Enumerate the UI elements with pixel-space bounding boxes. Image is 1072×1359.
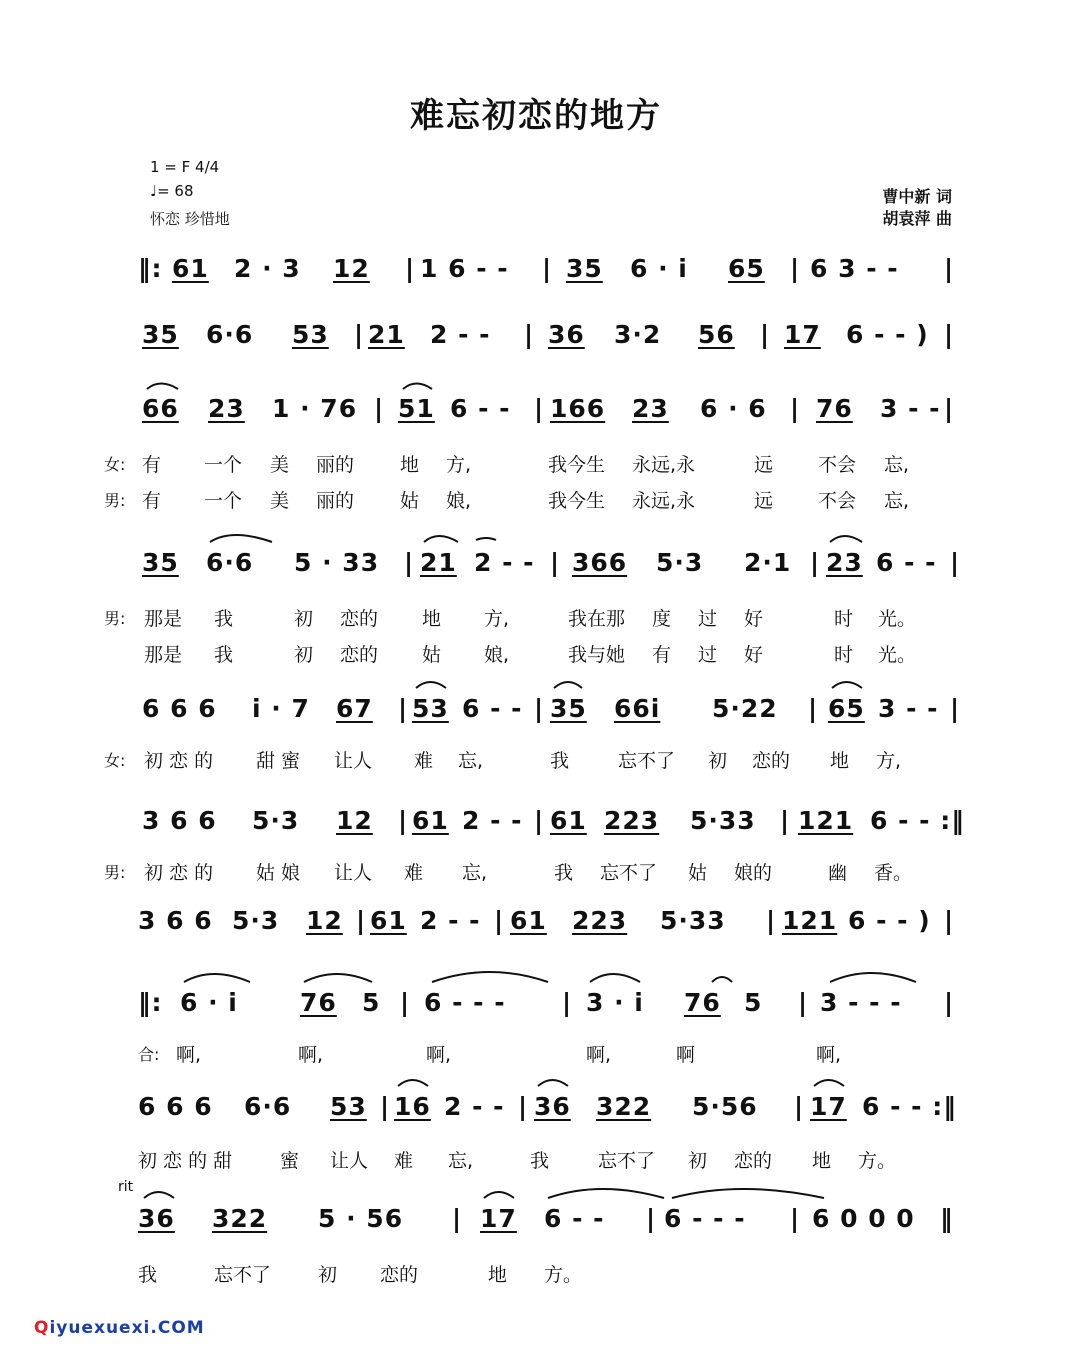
lyric: 幽 — [828, 862, 848, 884]
note-group: 53 — [412, 694, 449, 723]
note-group: 223 — [572, 906, 628, 935]
note-group: 366 — [572, 548, 628, 577]
lyric-line-5 — [0, 748, 1072, 774]
lyric: 丽的 — [316, 490, 355, 512]
notation-line-9 — [0, 1090, 1072, 1130]
lyric: 丽的 — [316, 454, 355, 476]
notation-line-3 — [0, 392, 1072, 432]
note-group: 5 — [362, 988, 381, 1017]
notation-line-1 — [0, 252, 1072, 292]
barline: | — [534, 394, 545, 423]
note-group: 1 6 - - — [420, 254, 509, 283]
song-title: 难忘初恋的地方 — [410, 96, 662, 136]
barline: | — [944, 320, 955, 349]
note-group: i · 7 — [252, 694, 310, 723]
note-group: 65 — [828, 694, 865, 723]
lyric: 让人 — [330, 1150, 369, 1172]
lyric: 初 — [294, 644, 314, 666]
barline: | — [766, 906, 777, 935]
note-group: 6 · i — [630, 254, 688, 283]
note-group: 3 - - — [878, 694, 939, 723]
speaker-label: 男: — [104, 491, 126, 510]
barline: | — [380, 1092, 391, 1121]
note-group: 2 - - — [420, 906, 481, 935]
notation-line-4 — [0, 546, 1072, 586]
lyric: 香。 — [874, 862, 913, 884]
note-group: 5·22 — [712, 694, 778, 723]
note-group: 3 6 6 — [142, 806, 217, 835]
note-group: 61 — [412, 806, 449, 835]
note-group: 6·6 — [206, 320, 254, 349]
note-group: 61 — [510, 906, 547, 935]
lyric: 方, — [446, 454, 472, 476]
lyric: 光。 — [878, 608, 917, 630]
lyric: 光。 — [878, 644, 917, 666]
note-group: 12 — [336, 806, 373, 835]
notation-line-7 — [0, 904, 1072, 944]
lyric: 好 — [744, 644, 764, 666]
note-group: 17 — [480, 1204, 517, 1233]
note-group: 6 - - :‖ — [862, 1092, 957, 1121]
note-group: 6 · i — [180, 988, 238, 1017]
note-group: 12 — [306, 906, 343, 935]
lyric: 远 — [754, 454, 774, 476]
note-group: 56 — [698, 320, 735, 349]
barline: | — [794, 1092, 805, 1121]
note-group: 23 — [826, 548, 863, 577]
barline: | — [944, 906, 955, 935]
notation-line-6 — [0, 804, 1072, 844]
lyric: 啊 — [676, 1044, 696, 1066]
lyric: 地 — [422, 608, 442, 630]
barline: | — [534, 694, 545, 723]
lyric-line-7 — [0, 1042, 1072, 1068]
expression-marking: 怀恋 珍惜地 — [150, 210, 230, 228]
barline: | — [534, 806, 545, 835]
barline: | — [950, 694, 961, 723]
barline: | — [562, 988, 573, 1017]
note-group: 76 — [816, 394, 853, 423]
note-group: 6 6 6 — [138, 1092, 213, 1121]
barline: | — [404, 548, 415, 577]
note-group: 121 — [782, 906, 838, 935]
lyric: 好 — [744, 608, 764, 630]
note-group: 6 - - ) — [848, 906, 931, 935]
composer-credit: 胡袁萍 曲 — [882, 209, 952, 228]
note-group: 2 - - — [462, 806, 523, 835]
lyric: 恋的 — [340, 644, 379, 666]
lyric: 度 — [652, 608, 672, 630]
lyric: 我 — [214, 608, 234, 630]
lyricist-credit: 曹中新 词 — [882, 187, 952, 206]
lyric: 时 — [834, 644, 854, 666]
note-group: 3 - - - — [820, 988, 902, 1017]
note-group: 2 - - — [474, 548, 535, 577]
lyric: 初 — [294, 608, 314, 630]
note-group: 51 — [398, 394, 435, 423]
lyric: 啊, — [298, 1044, 324, 1066]
lyric: 我 — [214, 644, 234, 666]
note-group: 2·1 — [744, 548, 792, 577]
speaker-label: 男: — [104, 863, 126, 882]
barline: | — [790, 394, 801, 423]
note-group: 6 - - — [544, 1204, 605, 1233]
speaker-label: 女: — [104, 455, 126, 474]
lyric: 地 — [812, 1150, 832, 1172]
note-group: 6 · 6 — [700, 394, 767, 423]
lyric: 我 — [554, 862, 574, 884]
lyric: 初 恋 的 — [144, 862, 214, 884]
note-group: 17 — [784, 320, 821, 349]
note-group: 121 — [798, 806, 854, 835]
note-group: 3·2 — [614, 320, 662, 349]
lyric: 初 — [688, 1150, 708, 1172]
lyric: 娘, — [446, 490, 472, 512]
barline: | — [524, 320, 535, 349]
lyric-line-6 — [0, 860, 1072, 886]
notation-line-8 — [0, 986, 1072, 1026]
note-group: 35 — [142, 320, 179, 349]
speaker-label: 合: — [138, 1045, 160, 1064]
lyric: 忘不了 — [600, 862, 658, 884]
lyric: 地 — [488, 1264, 508, 1286]
barline: | — [780, 806, 791, 835]
barline: | — [518, 1092, 529, 1121]
note-group: 6 6 6 — [142, 694, 217, 723]
lyric: 让人 — [334, 750, 373, 772]
lyric: 永远,永 — [632, 454, 696, 476]
lyric: 初 恋 的 甜 — [138, 1150, 233, 1172]
lyric: 有 — [142, 490, 162, 512]
note-group: 6 - - - — [424, 988, 506, 1017]
note-group: 3 6 6 — [138, 906, 213, 935]
note-group: 6·6 — [244, 1092, 292, 1121]
note-group: 53 — [330, 1092, 367, 1121]
lyric: 一个 — [204, 454, 243, 476]
lyric: 那是 — [144, 644, 183, 666]
lyric-line-4 — [0, 642, 1072, 668]
lyric: 姑 — [422, 644, 442, 666]
speaker-label: 男: — [104, 609, 126, 628]
lyric: 恋的 — [734, 1150, 773, 1172]
lyric: 我 — [530, 1150, 550, 1172]
lyric: 我在那 — [568, 608, 626, 630]
lyric: 一个 — [204, 490, 243, 512]
lyric: 不会 — [818, 490, 857, 512]
barline: | — [950, 548, 961, 577]
lyric-line-9 — [0, 1262, 1072, 1288]
note-group: 61 — [370, 906, 407, 935]
barline: | — [354, 320, 365, 349]
barline: | — [374, 394, 385, 423]
note-group: 66 — [142, 394, 179, 423]
note-group: 61 — [550, 806, 587, 835]
lyric: 蜜 — [280, 1150, 300, 1172]
lyric: 忘, — [448, 1150, 474, 1172]
barline: | — [810, 548, 821, 577]
lyric: 美 — [270, 490, 290, 512]
note-group: 2 - - — [430, 320, 491, 349]
speaker-label: 女: — [104, 751, 126, 770]
lyric: 让人 — [334, 862, 373, 884]
key-signature: 1 = F 4/4 — [150, 158, 220, 176]
barline: | — [808, 694, 819, 723]
watermark-text: iyuexuexi.COM — [49, 1318, 205, 1338]
note-group: 35 — [142, 548, 179, 577]
barline: | — [542, 254, 553, 283]
note-group: 5·3 — [252, 806, 300, 835]
note-group: 6 - - ) — [846, 320, 929, 349]
lyric: 甜 蜜 — [256, 750, 301, 772]
lyric: 难 — [404, 862, 424, 884]
note-group: 5·56 — [692, 1092, 758, 1121]
notation-line-2 — [0, 318, 1072, 358]
lyric: 难 — [394, 1150, 414, 1172]
lyric: 我 — [550, 750, 570, 772]
note-group: 65 — [728, 254, 765, 283]
barline: | — [944, 988, 955, 1017]
barline: | — [790, 1204, 801, 1233]
lyric: 过 — [698, 608, 718, 630]
lyric: 初 恋 的 — [144, 750, 214, 772]
note-group: 6 - - :‖ — [870, 806, 965, 835]
note-group: 53 — [292, 320, 329, 349]
note-group: 2 · 3 — [234, 254, 301, 283]
barline: | — [944, 394, 955, 423]
note-group: 21 — [368, 320, 405, 349]
lyric: 忘, — [458, 750, 484, 772]
lyric: 永远,永 — [632, 490, 696, 512]
note-group: 36 — [534, 1092, 571, 1121]
lyric: 地 — [400, 454, 420, 476]
lyric: 方。 — [544, 1264, 583, 1286]
lyric: 美 — [270, 454, 290, 476]
lyric: 啊, — [426, 1044, 452, 1066]
lyric-line-3 — [0, 606, 1072, 632]
lyric: 啊, — [586, 1044, 612, 1066]
note-group: 322 — [212, 1204, 268, 1233]
lyric: 娘, — [484, 644, 510, 666]
lyric: 有 — [142, 454, 162, 476]
watermark-prefix: Q — [34, 1318, 50, 1338]
note-group: 6 - - — [450, 394, 511, 423]
repeat-start: ‖: — [138, 988, 163, 1017]
lyric: 啊, — [816, 1044, 842, 1066]
note-group: 23 — [632, 394, 669, 423]
lyric: 我今生 — [548, 454, 606, 476]
note-group: 21 — [420, 548, 457, 577]
lyric-line-2 — [0, 488, 1072, 514]
lyric: 我 — [138, 1264, 158, 1286]
lyric: 我今生 — [548, 490, 606, 512]
note-group: 5 · 56 — [318, 1204, 404, 1233]
barline: | — [944, 254, 955, 283]
barline: | — [356, 906, 367, 935]
lyric: 初 — [318, 1264, 338, 1286]
note-group: 5·3 — [232, 906, 280, 935]
note-group: 35 — [550, 694, 587, 723]
note-group: 61 — [172, 254, 209, 283]
note-group: 36 — [138, 1204, 175, 1233]
lyric: 地 — [830, 750, 850, 772]
note-group: 76 — [300, 988, 337, 1017]
note-group: 12 — [333, 254, 370, 283]
lyric: 我与她 — [568, 644, 626, 666]
barline: | — [494, 906, 505, 935]
note-group: 6 0 0 0 — [812, 1204, 915, 1233]
note-group: 17 — [810, 1092, 847, 1121]
lyric: 娘的 — [734, 862, 773, 884]
lyric: 有 — [652, 644, 672, 666]
note-group: 67 — [336, 694, 373, 723]
final-barline: ‖ — [940, 1204, 954, 1233]
lyric: 那是 — [144, 608, 183, 630]
lyric: 忘不了 — [618, 750, 676, 772]
note-group: 223 — [604, 806, 660, 835]
note-group: 6 - - — [876, 548, 937, 577]
notation-line-5 — [0, 692, 1072, 732]
lyric: 忘, — [884, 454, 910, 476]
lyric: 方。 — [858, 1150, 897, 1172]
barline: | — [405, 254, 416, 283]
lyric: 姑 — [400, 490, 420, 512]
lyric: 恋的 — [380, 1264, 419, 1286]
notation-line-10 — [0, 1202, 1072, 1242]
note-group: 23 — [208, 394, 245, 423]
lyric: 忘不了 — [598, 1150, 656, 1172]
barline: | — [798, 988, 809, 1017]
note-group: 5·33 — [660, 906, 726, 935]
lyric: 姑 — [688, 862, 708, 884]
note-group: 2 - - — [444, 1092, 505, 1121]
note-group: 5 — [744, 988, 763, 1017]
lyric: 过 — [698, 644, 718, 666]
note-group: 36 — [548, 320, 585, 349]
tempo-marking: ♩= 68 — [150, 182, 194, 200]
watermark — [34, 1318, 205, 1338]
lyric: 恋的 — [752, 750, 791, 772]
note-group: 6·6 — [206, 548, 254, 577]
note-group: 5·3 — [656, 548, 704, 577]
lyric: 啊, — [176, 1044, 202, 1066]
barline: | — [398, 694, 409, 723]
note-group: 66i — [614, 694, 661, 723]
lyric: 忘不了 — [214, 1264, 272, 1286]
note-group: 16 — [394, 1092, 431, 1121]
note-group: 5 · 33 — [294, 548, 380, 577]
note-group: 1 · 76 — [272, 394, 358, 423]
note-group: 76 — [684, 988, 721, 1017]
barline: | — [550, 548, 561, 577]
lyric: 姑 娘 — [256, 862, 301, 884]
lyric-line-1 — [0, 452, 1072, 478]
note-group: 35 — [566, 254, 603, 283]
barline: | — [646, 1204, 657, 1233]
note-group: 322 — [596, 1092, 652, 1121]
lyric: 忘, — [884, 490, 910, 512]
lyric: 远 — [754, 490, 774, 512]
note-group: 5·33 — [690, 806, 756, 835]
lyric-line-8 — [0, 1148, 1072, 1174]
lyric: 时 — [834, 608, 854, 630]
lyric: 不会 — [818, 454, 857, 476]
lyric: 初 — [708, 750, 728, 772]
note-group: 3 · i — [586, 988, 644, 1017]
lyric: 恋的 — [340, 608, 379, 630]
barline: | — [452, 1204, 463, 1233]
lyric: 方, — [484, 608, 510, 630]
rit-marking: rit — [118, 1179, 134, 1195]
note-group: 6 3 - - — [810, 254, 899, 283]
barline: | — [400, 988, 411, 1017]
note-group: 166 — [550, 394, 606, 423]
lyric: 难 — [414, 750, 434, 772]
lyric: 忘, — [462, 862, 488, 884]
note-group: 3 - - — [880, 394, 941, 423]
repeat-start: ‖: — [138, 254, 163, 283]
note-group: 6 - - — [462, 694, 523, 723]
note-group: 6 - - - — [664, 1204, 746, 1233]
barline: | — [398, 806, 409, 835]
barline: | — [760, 320, 771, 349]
lyric: 方, — [876, 750, 902, 772]
barline: | — [790, 254, 801, 283]
